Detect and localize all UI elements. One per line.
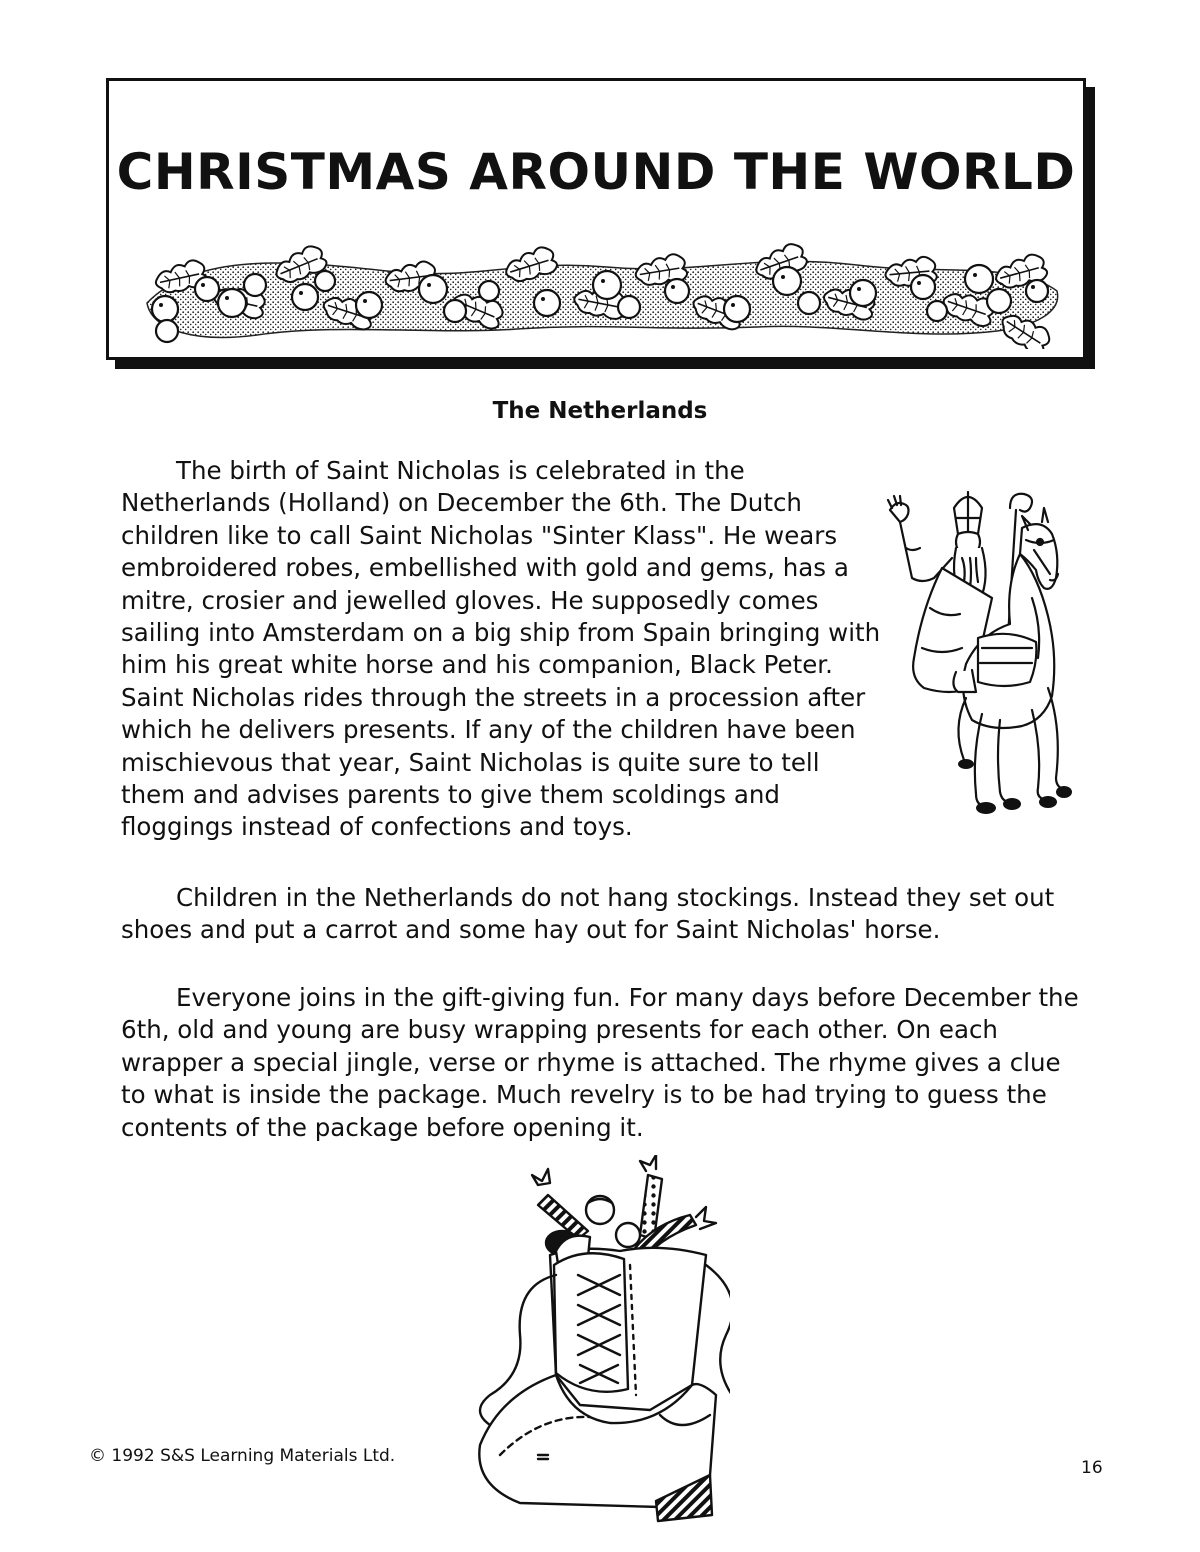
article-paragraph-2: Children in the Netherlands do not hang stockings. Instead they set out shoes and put a carrot and some hay out for Saint Nicholas' horse. bbox=[121, 883, 1055, 945]
holly-garland-illustration bbox=[137, 231, 1067, 349]
page-title: CHRISTMAS AROUND THE WORLD bbox=[116, 143, 1076, 201]
boot-with-candy-illustration bbox=[460, 1155, 730, 1525]
page-number: 16 bbox=[1081, 1458, 1103, 1478]
title-banner bbox=[106, 78, 1086, 360]
saint-nicholas-on-horse-illustration bbox=[882, 488, 1072, 833]
paragraph-1-text: The birth of Saint Nicholas is celebrated in the Netherlands (Holland) on December the 6th. The Dutch children like to call Saint Nicholas "Sinter Klass". He wears embroidered robes, embellished with gold and gems, has a mitre, crosier and jewelled gloves. He supposedly comes sailing into Amsterdam on a big ship from Spain bringing with him his great white horse and his companion, Black Peter. Saint Nicholas rides through the streets in a procession after which he delivers presents. If any of the children have been mischievous that year, Saint Nicholas is quite sure to tell them and advises parents to give them scoldings and floggings instead of confections and toys. bbox=[121, 456, 881, 842]
copyright-notice: © 1992 S&S Learning Materials Ltd. bbox=[89, 1446, 396, 1466]
article-paragraph-3: Everyone joins in the gift-giving fun. For many days before December the 6th, old and young are busy wrapping presents for each other. On each wrapper a special jingle, verse or rhyme is attached. The rhyme gives a clue to what is inside the package. Much revelry is to be had trying to guess the contents of the package before opening it. bbox=[121, 983, 1079, 1142]
section-heading: The Netherlands bbox=[492, 398, 708, 424]
